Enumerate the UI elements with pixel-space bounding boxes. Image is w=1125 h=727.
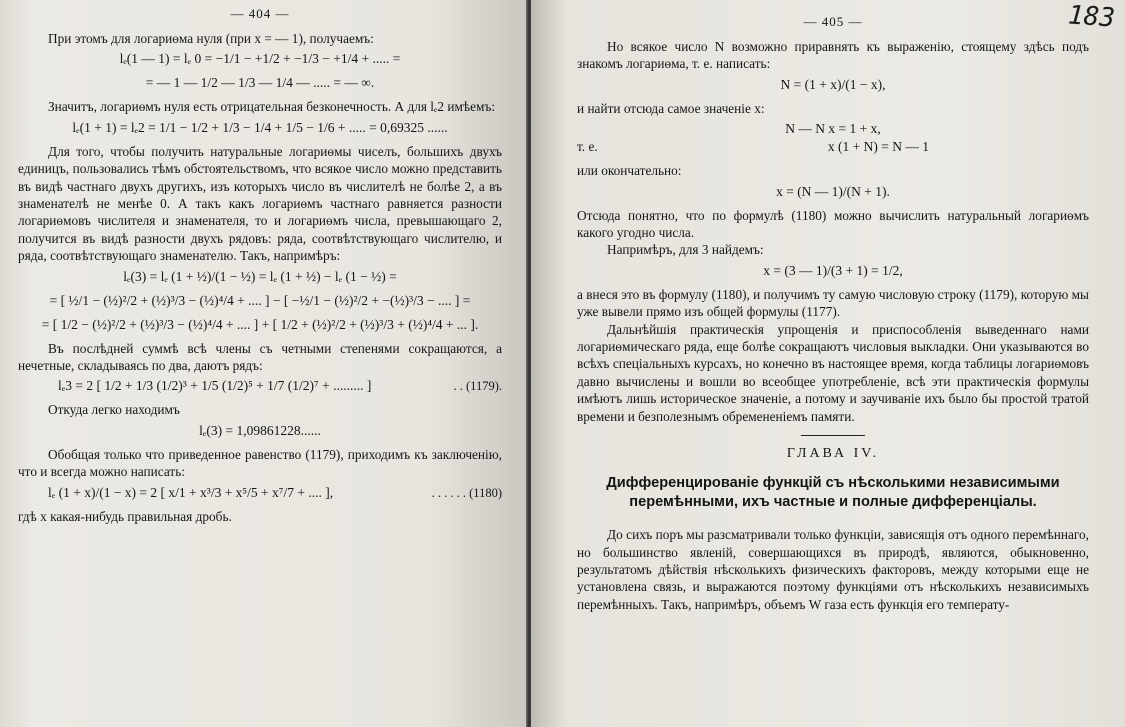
paragraph: Дальнѣйшія практическія упрощенія и приспособленія выведеннаго нами логариѳмическаго ряда, еще болѣе сокращаютъ числовыя выкладки. Они указываются во всѣхъ спеціальныхъ курсахъ, но конечно въ настоящее время, когда таблицы логариѳмовъ давно вычислены и вошли во всеобщее употребленіе, всѣ эти практическія формулы имѣютъ лишь историческое значеніе, а потому и заучиваніе ихъ было бы простой тратой времени и безполезнымъ обремененіемъ памяти. bbox=[577, 321, 1089, 424]
chapter-title: Дифференцированіе функцій съ нѣсколькими независимыми перемѣнными, ихъ частные и полные дифференціалы. bbox=[606, 475, 1060, 511]
paragraph: Откуда легко находимъ bbox=[48, 402, 180, 418]
equation-label: т. е. bbox=[577, 139, 598, 155]
equation: lₑ3 = 2 [ 1/2 + 1/3 (1/2)³ + 1/5 (1/2)⁵ + 1/7 (1/2)⁷ + ......... ] bbox=[58, 378, 372, 394]
equation-numbered bbox=[18, 377, 502, 395]
left-page bbox=[0, 0, 528, 727]
paragraph: До сихъ поръ мы разсматривали только функціи, зависящія отъ одного перемѣннаго, но большинство явленій, совершающихся въ природѣ, являются, обыкновенно, результатомъ дѣйствія нѣсколькихъ физическихъ факторовъ, между которыми еще не установлена связь, и выражаются поэтому функціями отъ нѣсколькихъ независимыхъ перемѣнныхъ. Такъ, напримѣръ, объемъ W газа есть функція его температу- bbox=[577, 527, 1089, 612]
chapter-heading: ГЛАВА IV. bbox=[786, 446, 880, 462]
paragraph: Обобщая только что приведенное равенство (1179), приходимъ къ заключенію, что и всегда можно написать: bbox=[18, 446, 502, 480]
equation: = [ ½/1 − (½)²/2 + (½)³/3 − (½)⁴/4 + .... ] − [ −½/1 − (½)²/2 + −(½)³/3 − .... ] = bbox=[49, 292, 471, 308]
equation: x (1 + N) = N — 1 bbox=[827, 139, 929, 155]
equation: lₑ(1 — 1) = lₑ 0 = −1/1 − +1/2 + −1/3 − +1/4 + ..... = bbox=[119, 51, 401, 67]
equation: lₑ(3) = 1,09861228...... bbox=[199, 422, 321, 438]
equation: N — N x = 1 + x, bbox=[785, 121, 881, 137]
handwritten-page-note: 183 bbox=[1067, 0, 1116, 34]
page-number-left: — 404 — bbox=[230, 6, 290, 21]
equation: lₑ(1 + 1) = lₑ2 = 1/1 − 1/2 + 1/3 − 1/4 + 1/5 − 1/6 + ..... = 0,69325 ...... bbox=[72, 119, 448, 135]
paragraph: а внеся это въ формулу (1180), и получимъ ту самую числовую строку (1179), которую мы уже вывели прямо изъ общей формулы (1177). bbox=[577, 286, 1089, 320]
section-divider bbox=[801, 435, 865, 436]
equation-number: . . . . . . (1180) bbox=[431, 485, 502, 500]
paragraph: или окончательно: bbox=[577, 163, 682, 179]
equation-with-label bbox=[577, 138, 1089, 156]
page-number-right: — 405 — bbox=[803, 14, 863, 29]
paragraph: Въ послѣдней суммѣ всѣ члены съ четными степенями сокращаются, а нечетные, складываясь по два, даютъ рядъ: bbox=[18, 340, 502, 374]
equation: N = (1 + x)/(1 − x), bbox=[780, 76, 886, 92]
paragraph: При этомъ для логариѳма нуля (при x = — 1), получаемъ: bbox=[48, 31, 374, 46]
paragraph: Напримѣръ, для 3 найдемъ: bbox=[607, 242, 764, 258]
equation: lₑ (1 + x)/(1 − x) = 2 [ x/1 + x³/3 + x⁵/5 + x⁷/7 + .... ], bbox=[48, 484, 334, 500]
right-page bbox=[531, 0, 1125, 727]
equation: = — 1 — 1/2 — 1/3 — 1/4 — ..... = — ∞. bbox=[145, 75, 375, 91]
equation: lₑ(3) = lₑ (1 + ½)/(1 − ½) = lₑ (1 + ½) − lₑ (1 − ½) = bbox=[123, 268, 397, 284]
paragraph: Для того, чтобы получить натуральные логариѳмы чиселъ, большихъ двухъ единицъ, пользовались тѣмъ обстоятельствомъ, что всякое число можно представить въ видѣ частнаго двухъ другихъ, изъ которыхъ число въ числителѣ не болѣе 2, а въ знаменателѣ не менѣе 0. А такъ какъ логариѳмъ частнаго равняется разности логариѳмовъ числителя и знаменателя, то и логариѳмъ числа, превышающаго 2, получится въ видѣ разности двухъ рядовъ: ряда, соотвѣтствующаго числителю, и ряда, соотвѣтствующаго знаменателю. Такъ, напримѣръ: bbox=[18, 143, 502, 264]
equation: x = (3 — 1)/(3 + 1) = 1/2, bbox=[763, 262, 903, 278]
paragraph: Отсюда понятно, что по формулѣ (1180) можно вычислить натуральный логариѳмъ какого угодно числа. bbox=[577, 207, 1089, 241]
equation: = [ 1/2 − (½)²/2 + (½)³/3 − (½)⁴/4 + .... ] + [ 1/2 + (½)²/2 + (½)³/3 + (½)⁴/4 + ... ]. bbox=[41, 316, 479, 332]
equation-number: . . (1179). bbox=[453, 379, 502, 394]
paragraph: Но всякое число N возможно приравнять къ выраженію, стоящему здѣсь подъ знакомъ логариѳма, т. е. написать: bbox=[577, 39, 1089, 72]
paragraph: Значитъ, логариѳмъ нуля есть отрицательная безконечность. А для lₑ2 имѣемъ: bbox=[48, 99, 496, 115]
paragraph: гдѣ x какая-нибудь правильная дробь. bbox=[18, 508, 232, 524]
paragraph: и найти отсюда самое значеніе x: bbox=[577, 100, 765, 116]
equation: x = (N — 1)/(N + 1). bbox=[776, 183, 890, 199]
equation-numbered bbox=[18, 484, 502, 502]
